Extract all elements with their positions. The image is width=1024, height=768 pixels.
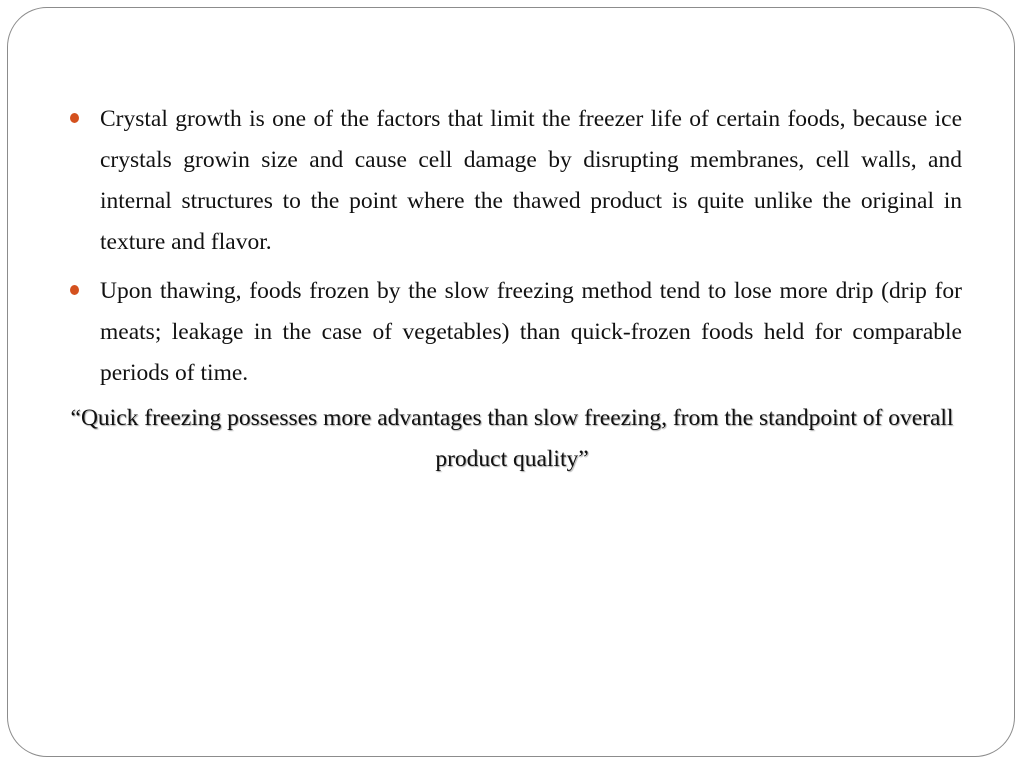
bullet-dot-icon (70, 285, 79, 295)
quote-text: “Quick freezing possesses more advantages than slow freezing, from the standpoint of overall product quality” (70, 405, 954, 472)
bullet-item-crystal-growth (70, 99, 962, 263)
slide-content (70, 99, 962, 480)
bullet-dot-icon (70, 113, 79, 123)
slide-frame (7, 7, 1015, 757)
bullet-item-thawing (70, 271, 962, 394)
bullet-list (70, 99, 962, 394)
bullet-text: Crystal growth is one of the factors that limit the freezer life of certain foods, because ice crystals growin size and cause cell damage by disrupting membranes, cell walls, and internal structures to the point where the thawed product is quite unlike the original in texture and flavor. (100, 106, 962, 255)
bullet-text: Upon thawing, foods frozen by the slow freezing method tend to lose more drip (drip for meats; leakage in the case of vegetables) than quick-frozen foods held for comparable periods of time. (100, 278, 962, 386)
